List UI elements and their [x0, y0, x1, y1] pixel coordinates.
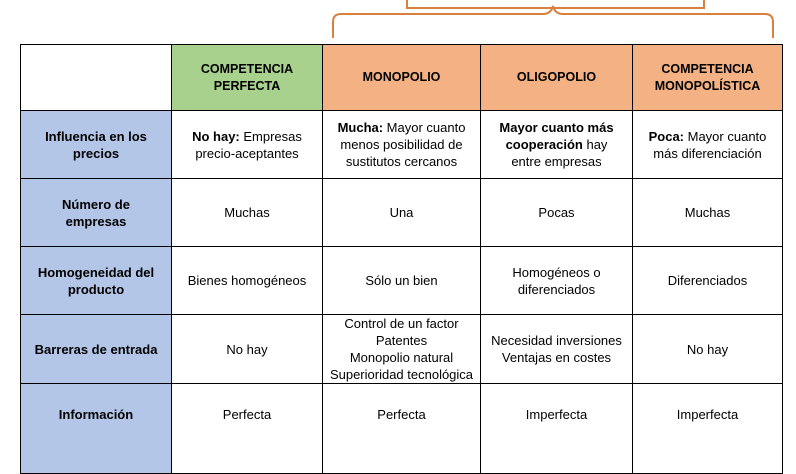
- table-row: [21, 315, 783, 384]
- cell-barreras-cm: No hay: [633, 315, 783, 384]
- grouping-brace: [0, 0, 796, 44]
- row-label-barreras: Barreras de entrada: [21, 315, 172, 384]
- cell-numero-oligopolio: Pocas: [481, 179, 633, 247]
- cell-influencia-cp: No hay: Empresas precio-aceptantes: [172, 111, 323, 179]
- cell-numero-cp: Muchas: [172, 179, 323, 247]
- header-competencia-monopolistica: COMPETENCIA MONOPOLÍSTICA: [633, 45, 783, 111]
- row-label-homogeneidad: Homogeneidad del producto: [21, 247, 172, 315]
- cell-homogeneidad-cp: Bienes homogéneos: [172, 247, 323, 315]
- cell-homogeneidad-monopolio: Sólo un bien: [323, 247, 481, 315]
- market-structure-table: [20, 44, 783, 474]
- cell-informacion-cp: Perfecta: [172, 384, 323, 474]
- cell-barreras-oligopolio: Necesidad inversiones Ventajas en costes: [481, 315, 633, 384]
- header-monopolio: MONOPOLIO: [323, 45, 481, 111]
- cell-homogeneidad-cm: Diferenciados: [633, 247, 783, 315]
- row-label-numero-empresas: Número de empresas: [21, 179, 172, 247]
- row-label-influencia: Influencia en los precios: [21, 111, 172, 179]
- header-competencia-perfecta: COMPETENCIA PERFECTA: [172, 45, 323, 111]
- cell-influencia-monopolio: Mucha: Mayor cuanto menos posibilidad de sustitutos cercanos: [323, 111, 481, 179]
- row-label-informacion: Información: [21, 384, 172, 474]
- cell-influencia-cm: Poca: Mayor cuanto más diferenciación: [633, 111, 783, 179]
- cell-informacion-cm: Imperfecta: [633, 384, 783, 474]
- corner-cell: [21, 45, 172, 111]
- table-row: [21, 384, 783, 474]
- cell-numero-cm: Muchas: [633, 179, 783, 247]
- cell-informacion-monopolio: Perfecta: [323, 384, 481, 474]
- table-row: [21, 247, 783, 315]
- header-oligopolio: OLIGOPOLIO: [481, 45, 633, 111]
- cell-influencia-oligopolio: Mayor cuanto más cooperación hay entre empresas: [481, 111, 633, 179]
- table-row: [21, 179, 783, 247]
- cell-numero-monopolio: Una: [323, 179, 481, 247]
- cell-barreras-cp: No hay: [172, 315, 323, 384]
- cell-homogeneidad-oligopolio: Homogéneos o diferenciados: [481, 247, 633, 315]
- cell-barreras-monopolio: Control de un factor Patentes Monopolio natural Superioridad tecnológica: [323, 315, 481, 384]
- table-row: [21, 111, 783, 179]
- header-row: [21, 45, 783, 111]
- cell-informacion-oligopolio: Imperfecta: [481, 384, 633, 474]
